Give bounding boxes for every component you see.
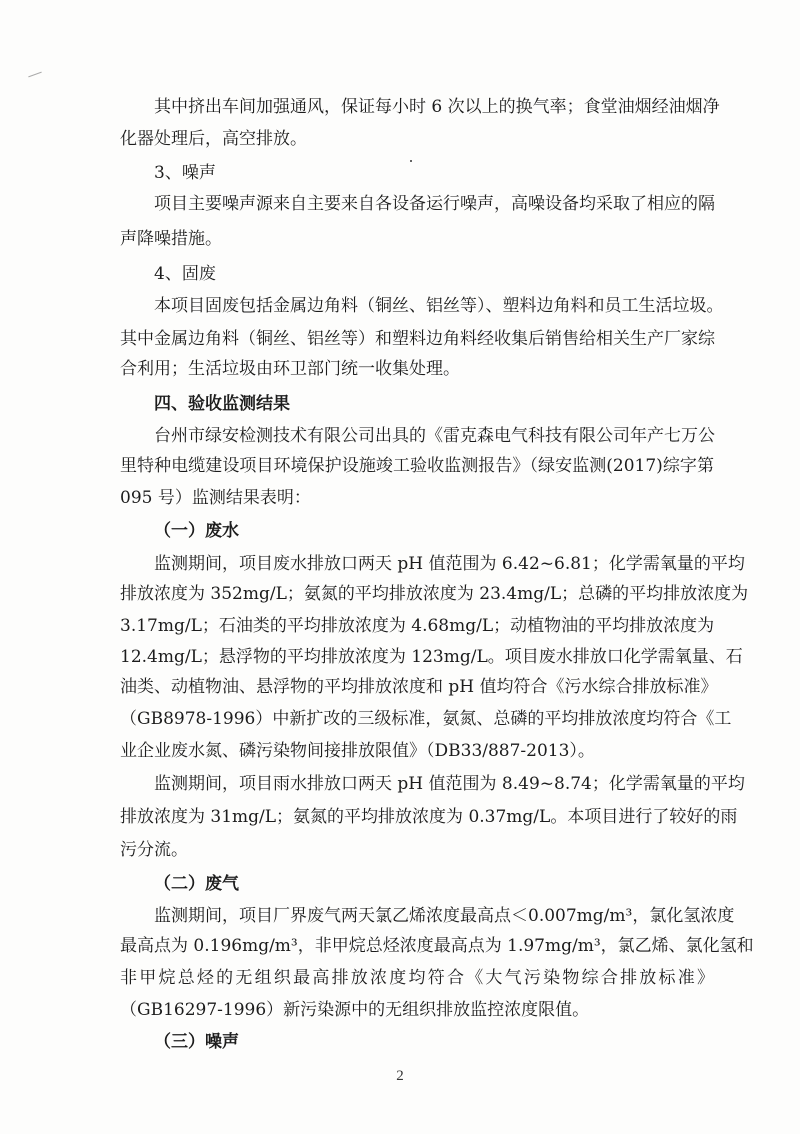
text-line [154,193,748,215]
text-line [120,839,714,861]
text-line [120,615,714,637]
line-text: 最高点为 0.196mg/m³，非甲烷总烃浓度最高点为 1.97mg/m³，氯乙烯、氯化氢和 [120,936,754,956]
line-text: 项目主要噪声源来自主要来自各设备运行噪声，高噪设备均采取了相应的隔 [154,194,715,214]
text-line [120,999,714,1021]
line-text: 台州市绿安检测技术有限公司出具的《雷克森电气科技有限公司年产七万公 [154,426,715,446]
section-heading [154,393,748,415]
section-heading [154,520,748,542]
line-text: 污分流。 [120,840,188,860]
line-text: 里特种电缆建设项目环境保护设施竣工验收监测报告》（绿安监测(2017)综字第 [120,456,714,476]
line-text: 四、验收监测结果 [154,394,290,414]
line-text: 095 号）监测结果表明： [120,488,311,508]
page-number: 2 [396,1068,404,1084]
line-text: （GB8978-1996）中新扩改的三级标准，氨氮、总磷的平均排放浓度均符合《工 [120,709,732,729]
line-text: 排放浓度为 352mg/L；氨氮的平均排放浓度为 23.4mg/L；总磷的平均排放浓度为 [120,584,749,604]
text-line [120,128,714,150]
text-line [154,553,748,575]
line-text: 其中挤出车间加强通风，保证每小时 6 次以上的换气率；食堂油烟经油烟净 [154,97,720,117]
scan-margin-mark [28,72,41,78]
text-line [120,967,714,989]
line-text: （一）废水 [154,521,239,541]
line-text: 4、固废 [154,264,216,284]
line-text: 油类、动植物油、悬浮物的平均排放浓度和 pH 值均符合《污水综合排放标准》 [120,677,718,697]
text-line [154,162,748,184]
line-text: 业企业废水氮、磷污染物间接排放限值》（DB33/887-2013）。 [120,741,595,761]
text-line [120,935,754,957]
text-line [120,583,749,605]
text-line [120,740,714,762]
line-text: 化器处理后，高空排放。 [120,129,307,149]
section-heading [154,1031,748,1053]
text-line [154,425,748,447]
text-line [154,905,748,927]
line-text: 监测期间，项目厂界废气两天氯乙烯浓度最高点＜0.007mg/m³，氯化氢浓度 [154,906,735,926]
line-text: （GB16297-1996）新污染源中的无组织排放监控浓度限值。 [120,1000,590,1020]
text-line [154,773,748,795]
line-text: （二）废气 [154,874,239,894]
line-text: 监测期间，项目废水排放口两天 pH 值范围为 6.42~6.81；化学需氧量的平均 [154,554,745,574]
line-text: 监测期间，项目雨水排放口两天 pH 值范围为 8.49~8.74；化学需氧量的平均 [154,774,745,794]
text-line [120,358,714,380]
text-line [120,708,732,730]
line-text: 其中金属边角料（铜丝、铝丝等）和塑料边角料经收集后销售给相关生产厂家综 [120,329,715,349]
line-text: 非甲烷总烃的无组织最高排放浓度均符合《大气污染物综合排放标准》 [120,968,714,988]
line-text: 12.4mg/L；悬浮物的平均排放浓度为 123mg/L。项目废水排放口化学需氧量、石 [120,647,743,667]
section-heading [154,873,748,895]
text-line [120,806,738,828]
line-text: 声降噪措施。 [120,229,222,249]
text-line [120,455,714,477]
text-line [120,646,743,668]
line-text: 3.17mg/L；石油类的平均排放浓度为 4.68mg/L；动植物油的平均排放浓度为 [120,616,715,636]
text-line [120,676,718,698]
text-line [154,96,748,118]
line-text: 本项目固废包括金属边角料（铜丝、铝丝等）、塑料边角料和员工生活垃圾。 [154,296,724,316]
text-line [154,263,748,285]
line-text: 排放浓度为 31mg/L；氨氮的平均排放浓度为 0.37mg/L。本项目进行了较好的雨 [120,807,738,827]
text-line [120,228,714,250]
line-text: （三）噪声 [154,1032,239,1052]
text-line [120,328,714,350]
line-text: 3、噪声 [154,163,216,183]
text-line [154,295,748,317]
text-line [120,487,714,509]
line-text: 合利用；生活垃圾由环卫部门统一收集处理。 [120,359,460,379]
